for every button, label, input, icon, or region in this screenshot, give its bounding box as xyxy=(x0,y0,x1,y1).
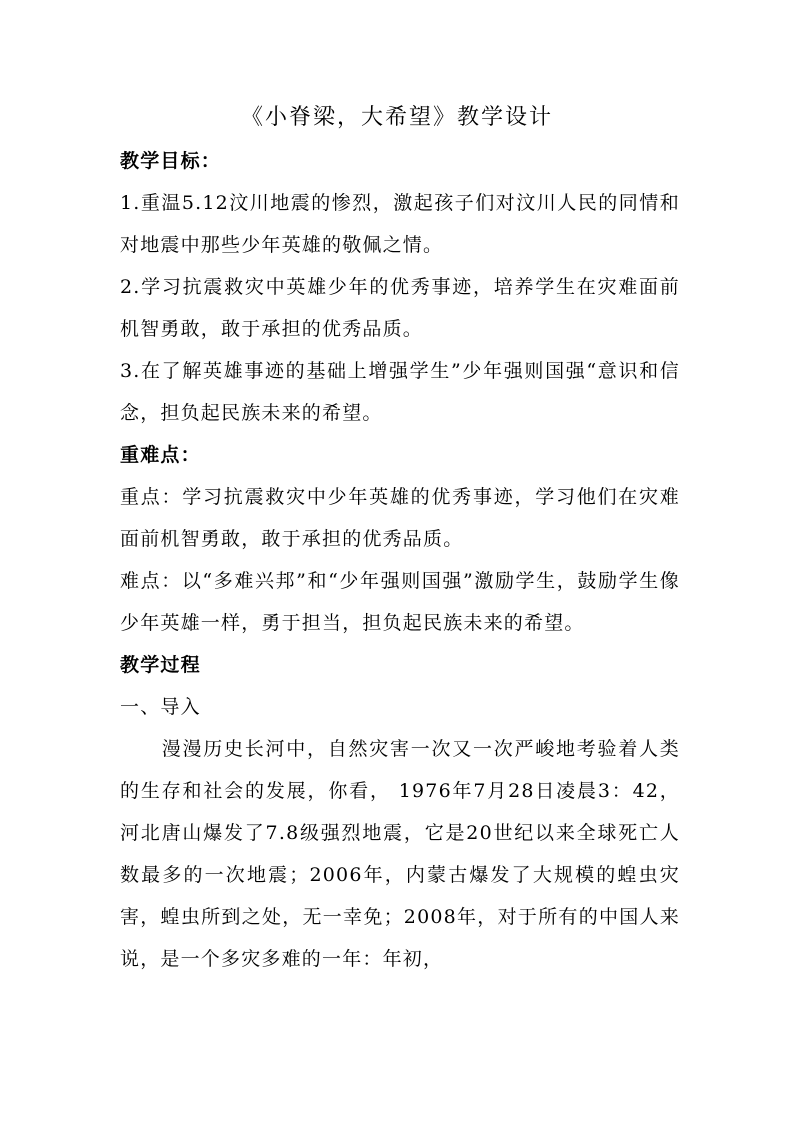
objective-2: 2.学习抗震救灾中英雄少年的优秀事迹，培养学生在灾难面前机智勇敢，敢于承担的优秀品质。 xyxy=(120,276,680,340)
key-points-heading: 重难点： xyxy=(120,444,201,466)
intro-heading: 一、导入 xyxy=(120,696,201,718)
document-title: 《小脊梁，大希望》教学设计 xyxy=(240,105,553,130)
objective-3: 3.在了解英雄事迹的基础上增强学生”少年强则国强“意识和信念，担负起民族未来的希望。 xyxy=(120,360,680,424)
key-point: 重点：学习抗震救灾中少年英雄的优秀事迹，学习他们在灾难面前机智勇敢，敢于承担的优秀品质。 xyxy=(120,486,680,550)
difficult-point: 难点：以“多难兴邦”和“少年强则国强”激励学生，鼓励学生像少年英雄一样，勇于担当，担负起民族未来的希望。 xyxy=(120,570,680,634)
intro-paragraph: 漫漫历史长河中，自然灾害一次又一次严峻地考验着人类的生存和社会的发展，你看， 1976年7月28日凌晨3：42，河北唐山爆发了7.8级强烈地震，它是20世纪以来全球死亡人数最多的一次地震；2006年，内蒙古爆发了大规模的蝗虫灾害，蝗虫所到之处，无一幸免；2008年，对于所有的中国人来说，是一个多灾多难的一年：年初， xyxy=(120,738,680,970)
objectives-heading: 教学目标： xyxy=(120,150,222,172)
process-heading: 教学过程 xyxy=(120,654,201,676)
document-body xyxy=(120,140,680,980)
objective-1: 1.重温5.12汶川地震的惨烈，激起孩子们对汶川人民的同情和对地震中那些少年英雄的敬佩之情。 xyxy=(120,192,680,256)
